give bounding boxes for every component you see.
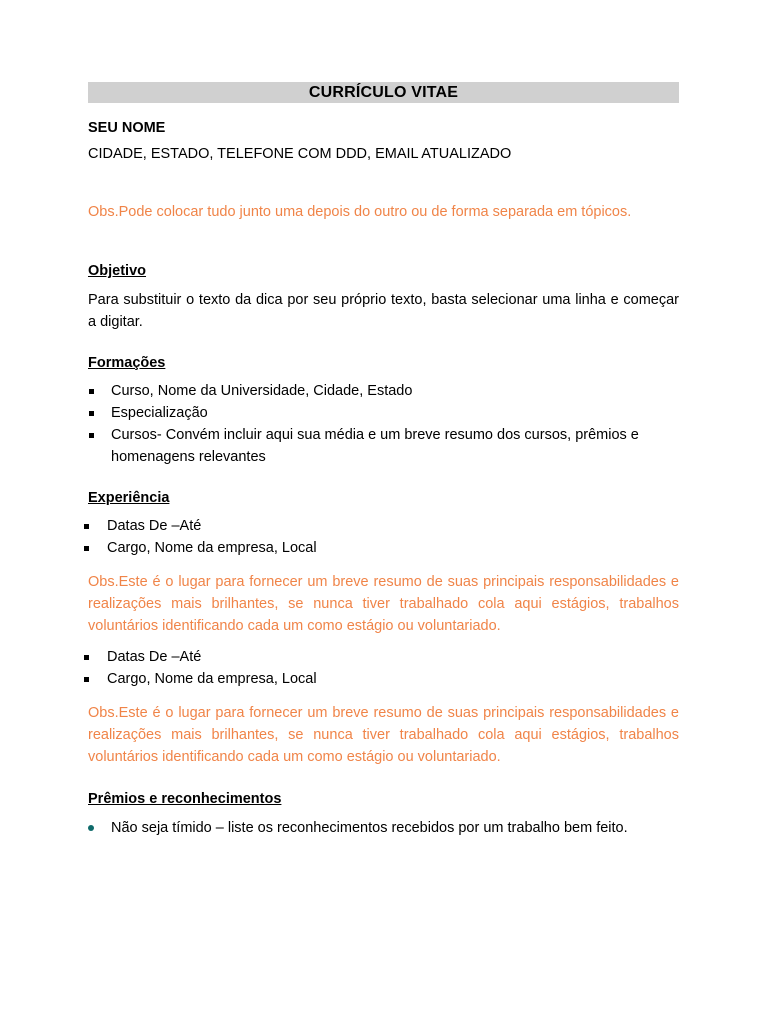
- experiencia-note-1: Obs.Este é o lugar para fornecer um breve resumo de suas principais responsabilidades e realizações mais brilhantes, se nunca tiver trabalhado cola aqui estágios, trabalhos voluntários identificando cada um como estágio ou voluntariado.: [88, 574, 679, 634]
- formacoes-heading: Formações: [88, 355, 166, 371]
- objetivo-heading: Objetivo: [88, 263, 147, 279]
- formacoes-list: [88, 380, 679, 468]
- list-item: [88, 646, 679, 668]
- experiencia-heading: Experiência: [88, 490, 170, 506]
- square-bullet-icon: [84, 546, 89, 551]
- list-item-text: Curso, Nome da Universidade, Cidade, Estado: [111, 383, 413, 399]
- list-item: [88, 537, 679, 559]
- resume-name: SEU NOME: [88, 120, 166, 136]
- square-bullet-icon: [84, 677, 89, 682]
- list-item-text: Datas De –Até: [107, 649, 202, 665]
- square-bullet-icon: [89, 433, 94, 438]
- list-item: [88, 515, 679, 537]
- document-title: CURRÍCULO VITAE: [88, 82, 679, 103]
- premios-list: [88, 817, 679, 839]
- square-bullet-icon: [84, 524, 89, 529]
- list-item-text: Cargo, Nome da empresa, Local: [107, 671, 317, 687]
- resume-contact-line: CIDADE, ESTADO, TELEFONE COM DDD, EMAIL ATUALIZADO: [88, 146, 512, 162]
- square-bullet-icon: [89, 389, 94, 394]
- list-item-text: Especialização: [111, 405, 208, 421]
- list-item: [88, 380, 679, 402]
- experiencia-list-2: [88, 646, 679, 690]
- experiencia-list-1: [88, 515, 679, 559]
- contact-note: Obs.Pode colocar tudo junto uma depois do outro ou de forma separada em tópicos.: [88, 204, 632, 220]
- objetivo-text: Para substituir o texto da dica por seu próprio texto, basta selecionar uma linha e começar a digitar.: [88, 292, 679, 330]
- list-item: [88, 668, 679, 690]
- list-item-text: Cargo, Nome da empresa, Local: [107, 540, 317, 556]
- square-bullet-icon: [89, 411, 94, 416]
- premios-heading: Prêmios e reconhecimentos: [88, 791, 282, 807]
- square-bullet-icon: [84, 655, 89, 660]
- list-item-text: Datas De –Até: [107, 518, 202, 534]
- experiencia-note-2: Obs.Este é o lugar para fornecer um breve resumo de suas principais responsabilidades e realizações mais brilhantes, se nunca tiver trabalhado cola aqui estágios, trabalhos voluntários identificando cada um como estágio ou voluntariado.: [88, 705, 679, 765]
- list-item-text: Não seja tímido – liste os reconhecimentos recebidos por um trabalho bem feito.: [111, 820, 628, 836]
- list-item-text: Cursos- Convém incluir aqui sua média e um breve resumo dos cursos, prêmios e homenagens relevantes: [111, 427, 639, 465]
- list-item: [88, 424, 679, 468]
- round-bullet-icon: [88, 825, 94, 831]
- list-item: [88, 402, 679, 424]
- list-item: [88, 817, 679, 839]
